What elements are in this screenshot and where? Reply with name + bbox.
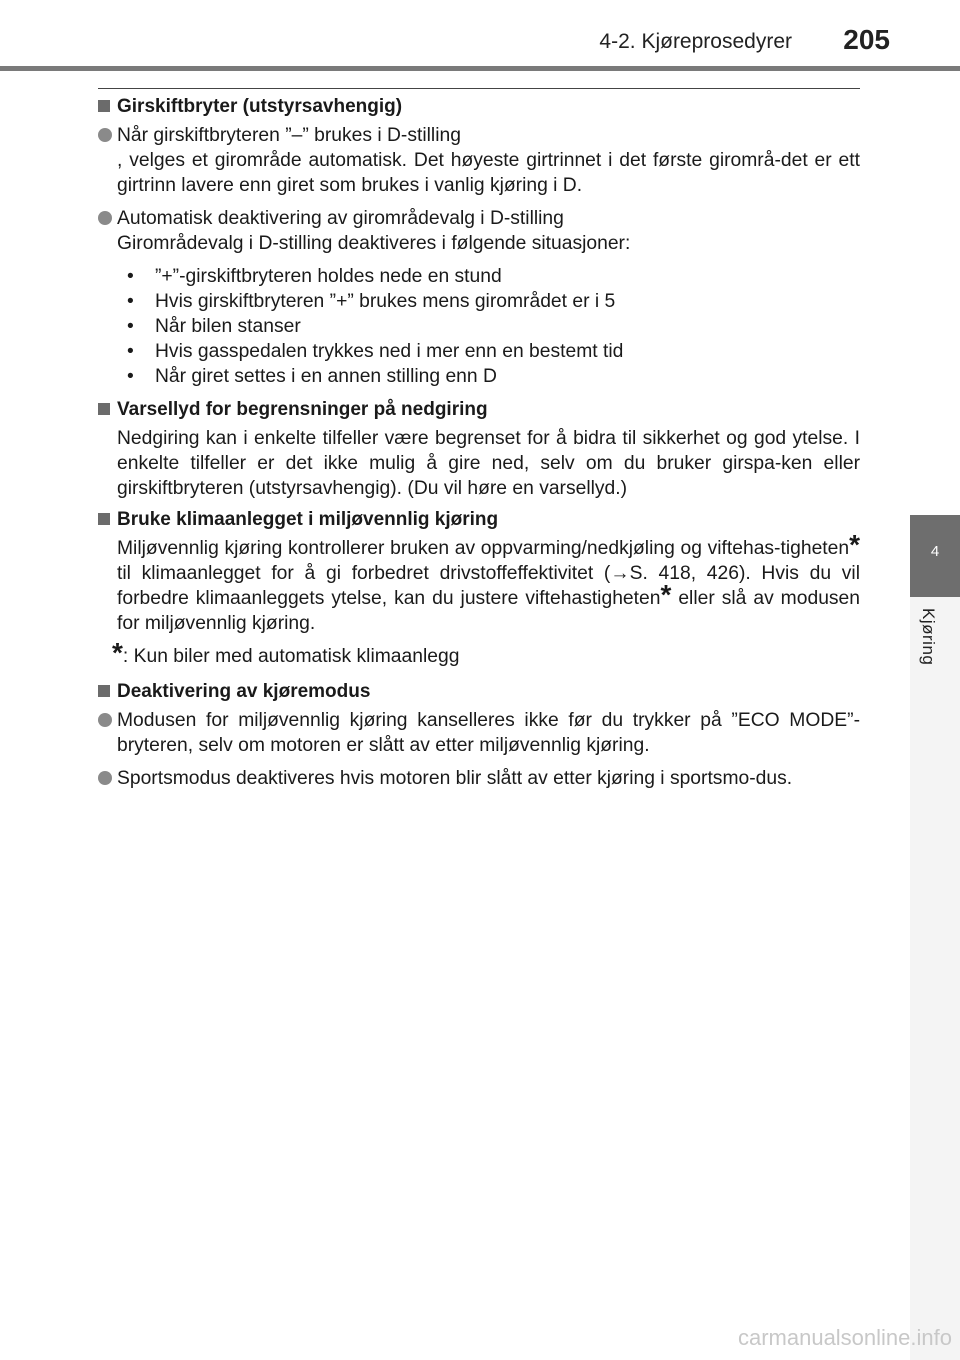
section-body (98, 529, 861, 636)
section-climate-eco (98, 507, 860, 669)
footnote (98, 637, 860, 669)
heading-text: Deaktivering av kjøremodus (117, 681, 371, 702)
section-gear-switch (98, 94, 860, 389)
bullet-list (117, 264, 860, 389)
item-title: Automatisk deaktivering av girområdevalg i D-stilling (117, 208, 564, 229)
section-drive-mode-deactivation (98, 679, 860, 791)
bullet-item: • Når bilen stanser (117, 314, 860, 339)
footnote-text: : Kun biler med automatisk klimaanlegg (122, 646, 460, 667)
bullet-item: • ”+”-girskiftbryteren holdes nede en stund (117, 264, 860, 289)
section-body: Nedgiring kan i enkelte tilfeller være begrenset for å bidra til sikkerhet og god ytelse. I enkelte tilfeller er det ikke mulig å gire ned, selv om du bruker girspa-ken eller girskiftbryteren (utstyrsavhengig). (Du vil høre en varsellyd.) (117, 428, 860, 499)
watermark: carmanualsonline.info (737, 1325, 952, 1350)
body-text: Miljøvennlig kjøring kontrollerer bruken av oppvarming/nedkjøling og viftehas-tigheten (117, 538, 850, 559)
content-rule (98, 88, 860, 89)
heading-text: Girskiftbryter (utstyrsavhengig) (117, 96, 403, 117)
list-item (98, 708, 860, 758)
section-downshift-warning (98, 397, 860, 501)
section-heading (98, 397, 860, 422)
footnote-star: * (112, 637, 123, 668)
body-text: til klimaanlegget for å gi forbedret drivstoffeffektivitet (→S. 418, 426). Hvis du vil forbedre klimaanleggets ytelse, kan du justere viftehastigheten (117, 563, 860, 609)
page-number: 205 (843, 24, 890, 55)
square-bullet-icon (98, 685, 110, 697)
side-tab-number: 4 (930, 543, 940, 560)
item-text: Modusen for miljøvennlig kjøring kanselleres ikke før du trykker på ”ECO MODE”-bryteren, selv om motoren er slått av etter miljøvennlig kjøring. (117, 710, 860, 756)
item-text: Girområdevalg i D-stilling deaktiveres i følgende situasjoner: (117, 233, 631, 254)
footnote-star: * (660, 579, 672, 610)
side-tab[interactable] (910, 515, 960, 597)
circle-bullet-icon (98, 713, 112, 727)
list-item (98, 766, 860, 791)
side-tab-background (910, 597, 960, 1360)
bullet-item: • Når giret settes i en annen stilling enn D (117, 364, 860, 389)
body-text: eller slå av modusen for miljøvennlig kjøring. (117, 588, 861, 634)
section-heading (98, 507, 860, 532)
square-bullet-icon (98, 403, 110, 415)
section-heading (98, 679, 860, 704)
item-title: Når girskiftbryteren ”–” brukes i D-stilling (117, 125, 461, 146)
item-text: Sportsmodus deaktiveres hvis motoren blir slått av etter kjøring i sportsmo-dus. (117, 768, 793, 789)
heading-text: Bruke klimaanlegget i miljøvennlig kjøring (117, 509, 499, 530)
circle-bullet-icon (98, 211, 112, 225)
bullet-item: • Hvis gasspedalen trykkes ned i mer enn en bestemt tid (117, 339, 860, 364)
circle-bullet-icon (98, 128, 112, 142)
circle-bullet-icon (98, 771, 112, 785)
item-text: , velges et girområde automatisk. Det høyeste girtrinnet i det første girområ-det er ett girtrinn lavere enn giret som brukes i vanlig kjøring i D. (117, 150, 860, 196)
bullet-item: • Hvis girskiftbryteren ”+” brukes mens girområdet er i 5 (117, 289, 860, 314)
side-tab-label: Kjøring (919, 608, 938, 666)
heading-text: Varsellyd for begrensninger på nedgiring (117, 399, 488, 420)
square-bullet-icon (98, 100, 110, 112)
square-bullet-icon (98, 513, 110, 525)
main-content (98, 94, 860, 799)
header-rule (0, 66, 960, 71)
list-item (98, 123, 860, 198)
footnote-star: * (849, 529, 860, 560)
header-title: 4-2. Kjøreprosedyrer (599, 30, 792, 53)
section-heading (98, 94, 860, 119)
list-item (98, 206, 860, 389)
